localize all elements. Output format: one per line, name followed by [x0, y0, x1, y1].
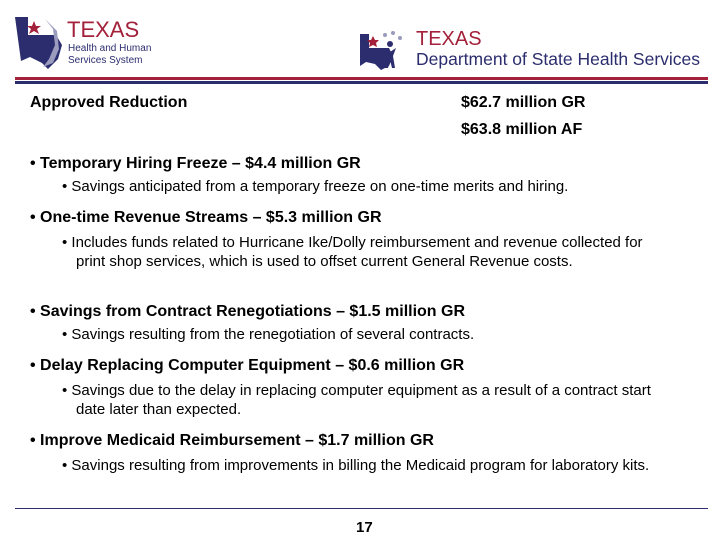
dshs-name: Department of State Health Services [416, 49, 701, 69]
hhs-logo [15, 15, 155, 70]
item-title: • Temporary Hiring Freeze – $4.4 million GR [30, 155, 361, 172]
item-detail: • Savings anticipated from a temporary freeze on one-time merits and hiring. [62, 178, 569, 195]
page-number: 17 [356, 519, 373, 536]
item-title: • Improve Medicaid Reimbursement – $1.7 million GR [30, 432, 434, 449]
dshs-logo [360, 28, 720, 73]
approved-af: $63.8 million AF [461, 121, 583, 138]
item-detail: • Savings resulting from improvements in billing the Medicaid program for laboratory kits. [62, 457, 650, 474]
item-detail: • Savings due to the delay in replacing computer equipment as a result of a contract start date later than expected. [62, 382, 651, 418]
header-divider-red [15, 77, 708, 80]
item-title: • Savings from Contract Renegotiations – $1.5 million GR [30, 303, 466, 320]
footer-divider [15, 508, 708, 509]
item-title: • Delay Replacing Computer Equipment – $0.6 million GR [30, 357, 465, 374]
hhs-line3: Services System [68, 55, 143, 66]
approved-reduction-label: Approved Reduction [30, 94, 188, 111]
hhs-texas: TEXAS [67, 17, 140, 42]
header-divider-navy [15, 81, 708, 84]
dshs-texas: TEXAS [416, 28, 482, 50]
hhs-line2: Health and Human [68, 43, 152, 54]
texas-map-icon [15, 15, 65, 70]
texas-people-icon [360, 30, 410, 70]
item-title: • One-time Revenue Streams – $5.3 million GR [30, 209, 382, 226]
item-detail: • Savings resulting from the renegotiation of several contracts. [62, 326, 475, 343]
approved-gr: $62.7 million GR [461, 94, 586, 111]
item-detail: • Includes funds related to Hurricane Ike/Dolly reimbursement and revenue collected for print shop services, which is used to offset current General Revenue costs. [62, 234, 643, 270]
